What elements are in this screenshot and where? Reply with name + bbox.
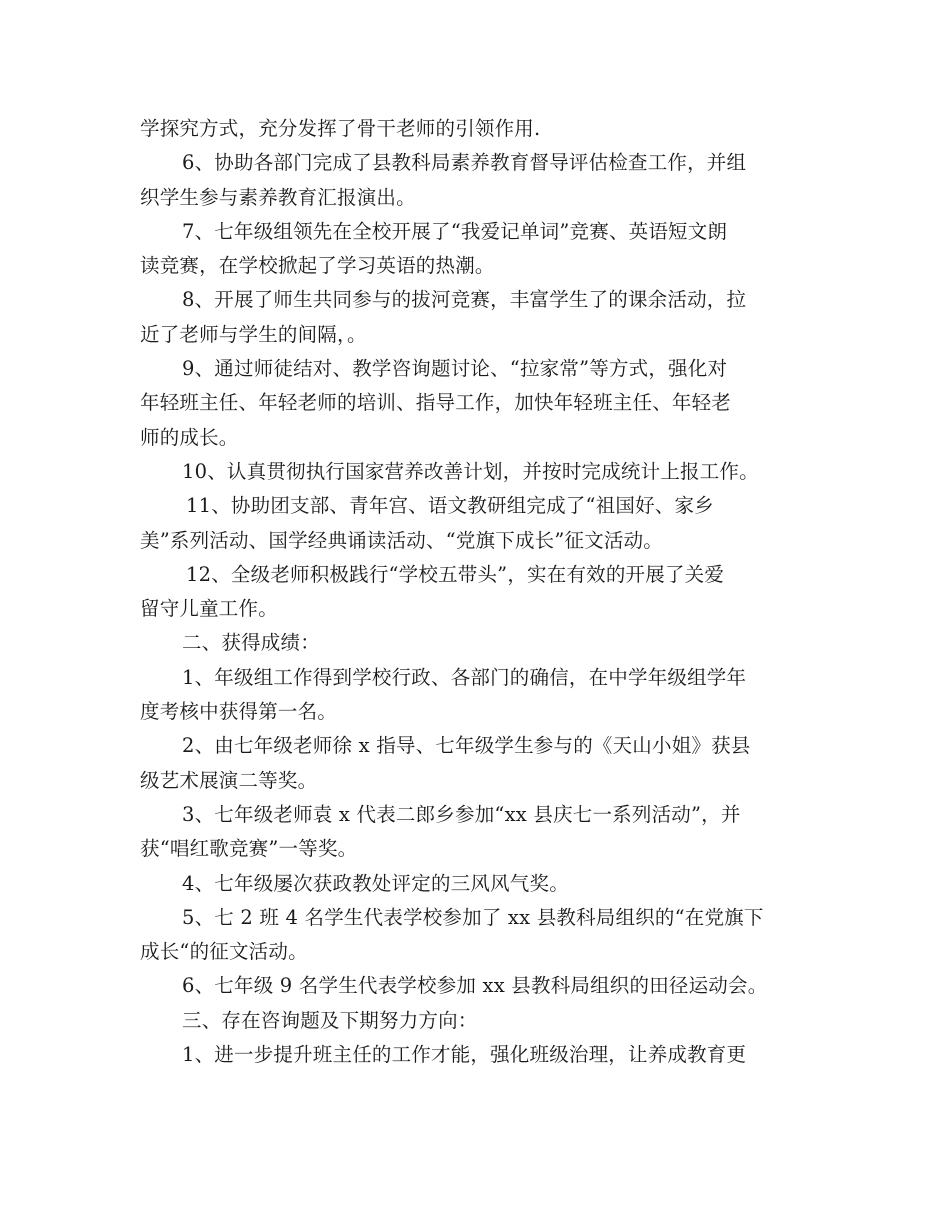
document-body xyxy=(140,112,815,1072)
text-line: 度考核中获得第一名。 xyxy=(140,700,338,724)
text-line: 6、协助各部门完成了县教科局素养教育督导评估检查工作，并组 xyxy=(182,151,747,175)
text-line: 年轻班主任、年轻老师的培训、指导工作，加快年轻班主任、年轻老 xyxy=(140,391,732,415)
text-line: 8、开展了师生共同参与的拔河竞赛，丰富学生了的课余活动，拉 xyxy=(182,288,747,312)
text-line: 织学生参与素养教育汇报演出。 xyxy=(140,185,416,209)
text-line: 6、七年级 9 名学生代表学校参加 xx 县教科局组织的田径运动会。 xyxy=(182,974,768,998)
text-line: 4、七年级屡次获政教处评定的三风风气奖。 xyxy=(182,871,569,895)
text-line: 获“唱红歌竞赛”一等奖。 xyxy=(140,837,358,861)
text-line: 2、由七年级老师徐 x 指导、七年级学生参与的《天山小姐》获县 xyxy=(182,734,751,758)
text-line: 美”系列活动、国学经典诵读活动、“党旗下成长”征文活动。 xyxy=(140,528,664,552)
text-line: 成长“的征文活动。 xyxy=(140,940,308,964)
text-line: 10、认真贯彻执行国家营养改善计划，并按时完成统计上报工作。 xyxy=(182,459,759,483)
text-line: 5、七 2 班 4 名学生代表学校参加了 xx 县教科局组织的“在党旗下 xyxy=(182,905,764,929)
section-heading: 三、存在咨询题及下期努力方向： xyxy=(182,1008,478,1032)
text-line: 读竞赛，在学校掀起了学习英语的热潮。 xyxy=(140,254,495,278)
text-line: 师的成长。 xyxy=(140,425,239,449)
text-line: 学探究方式，充分发挥了骨干老师的引领作用. xyxy=(140,117,541,140)
text-line: 3、七年级老师袁 x 代表二郎乡参加“xx 县庆七一系列活动”，并 xyxy=(182,802,741,826)
text-line: 11、协助团支部、青年宫、语文教研组完成了“祖国好、家乡 xyxy=(186,494,714,518)
text-line: 9、通过师徒结对、教学咨询题讨论、“拉家常”等方式，强化对 xyxy=(182,357,728,381)
text-line: 1、进一步提升班主任的工作才能，强化班级治理，让养成教育更 xyxy=(182,1043,747,1067)
section-heading: 二、获得成绩： xyxy=(182,631,320,655)
text-line: 12、全级老师积极践行“学校五带头”，实在有效的开展了关爱 xyxy=(186,562,725,586)
text-line: 近了老师与学生的间隔，。 xyxy=(140,322,367,346)
text-line: 留守儿童工作。 xyxy=(140,597,278,621)
text-line: 1、年级组工作得到学校行政、各部门的确信，在中学年级组学年 xyxy=(182,665,747,689)
text-line: 级艺术展演二等奖。 xyxy=(140,768,318,792)
text-line: 7、七年级组领先在全校开展了“我爱记单词”竞赛、英语短文朗 xyxy=(182,219,728,243)
